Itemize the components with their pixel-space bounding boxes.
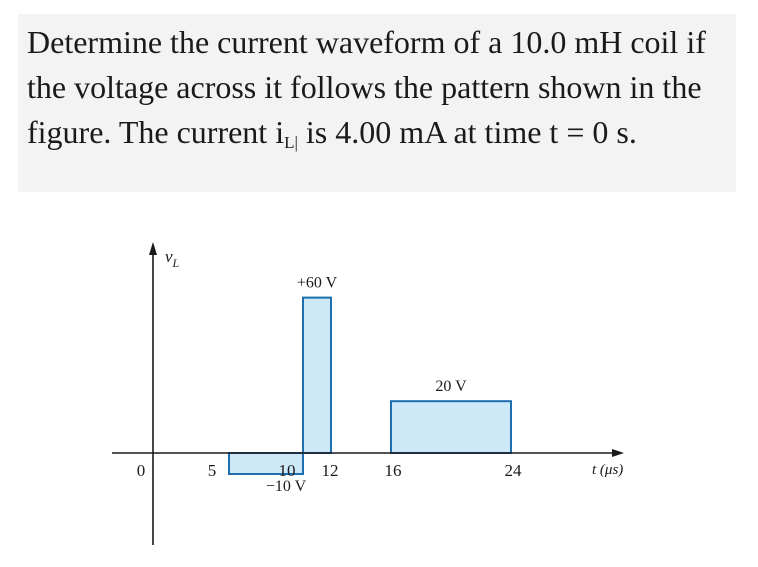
voltage-pulse — [391, 401, 511, 453]
tick-label: 10 — [278, 461, 296, 480]
tick-label: 12 — [321, 461, 339, 480]
pulse-value-label: 20 V — [435, 378, 467, 396]
pulse-value-label: +60 V — [296, 274, 338, 292]
pulse-value-label: −10 V — [265, 478, 307, 495]
voltage-axis-arrowhead — [149, 242, 157, 255]
tick-label: 16 — [384, 461, 402, 480]
question-text-part2: is 4.00 mA at time t = 0 s. — [297, 114, 637, 150]
time-axis-label: t (μs) — [592, 462, 624, 478]
voltage-axis-subscript: L — [172, 256, 180, 270]
question-text-part1: Determine the current waveform of a 10.0 mH coil if the voltage across it follows the pattern shown in the figure. The current i — [27, 24, 706, 150]
pulse-group — [229, 298, 511, 474]
tick-label: 5 — [207, 461, 217, 480]
time-axis-arrowhead — [612, 449, 624, 457]
tick-label: 24 — [504, 461, 522, 480]
voltage-pulse — [303, 298, 331, 453]
tick-label: 0 — [136, 461, 146, 480]
current-subscript: L| — [284, 133, 298, 152]
tick-label-group — [137, 461, 522, 480]
voltage-axis-label: $v_L$ — [165, 247, 180, 270]
